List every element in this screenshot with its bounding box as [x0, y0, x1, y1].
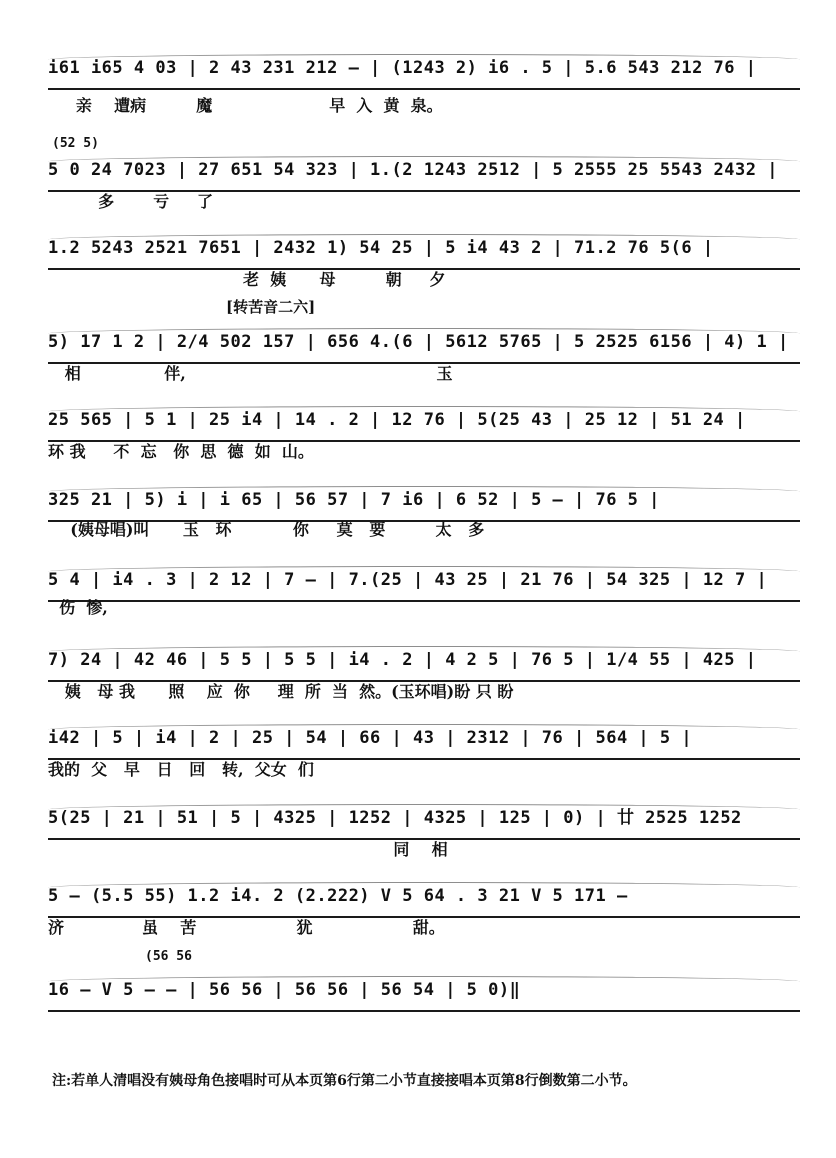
notation-line-2: 5 0 24 7023 | 27 651 54 323 | 1.(2 1243 2512 | 5 2555 25 5543 2432 |	[48, 150, 800, 192]
notation-line-4: 5) 17 1 2 | 2/4 502 157 | 656 4.(6 | 5612 5765 | 5 2525 6156 | 4) 1 |	[48, 322, 800, 364]
lyrics-line-8: 姨 母 我 照 应 你 理 所 当 然。(玉环唱)盼 只 盼	[48, 682, 514, 701]
notation-line-12: 16 — V 5 — — | 56 56 | 56 56 | 56 54 | 5 0)‖	[48, 970, 800, 1012]
notation-line-5: 25 565 | 5 1 | 25 i4 | 14 . 2 | 12 76 | 5(25 43 | 25 12 | 51 24 |	[48, 400, 800, 442]
notation-line-3: 1.2 5243 2521 7651 | 2432 1) 54 25 | 5 i4 43 2 | 71.2 76 5(6 |	[48, 228, 800, 270]
lyrics-line-6: (姨母唱)叫 玉 环 你 莫 要 太 多	[48, 520, 485, 539]
notation-line-9: i42 | 5 | i4 | 2 | 25 | 54 | 66 | 43 | 2312 | 76 | 564 | 5 |	[48, 718, 800, 760]
lyrics-line-7: 伤 惨,	[48, 598, 108, 617]
lyrics-line-3: 老 姨 母 朝 夕	[48, 270, 446, 289]
lyrics-line-1: 亲 遭病 魔 早 入 黄 泉。	[48, 96, 443, 115]
notation-line-11: 5 — (5.5 55) 1.2 i4. 2 (2.222) V 5 64 . 3 21 V 5 171 —	[48, 876, 800, 918]
lyrics-line-10: 同 相	[48, 840, 448, 859]
lyrics-line-2: 多 亏 了	[48, 192, 213, 211]
lyrics-line-9: 我的 父 早 日 回 转, 父女 们	[48, 760, 314, 779]
lyrics-line-11: 济 虽 苦 犹 甜。	[48, 918, 445, 937]
lyrics-line-4: 相 伴, 玉	[48, 364, 453, 383]
notation-line-6: 325 21 | 5) i | i 65 | 56 57 | 7 i6 | 6 52 | 5 — | 76 5 |	[48, 480, 800, 522]
lyrics-line-5: 环 我 不 忘 你 思 德 如 山。	[48, 442, 314, 461]
notation-line-8: 7) 24 | 42 46 | 5 5 | 5 5 | i4 . 2 | 4 2 5 | 76 5 | 1/4 55 | 425 |	[48, 640, 800, 682]
notation-prefix-line-12: (56 56	[145, 949, 192, 964]
section-label: [转苦音二六]	[226, 298, 316, 316]
notation-line-7: 5 4 | i4 . 3 | 2 12 | 7 — | 7.(25 | 43 25 | 21 76 | 54 325 | 12 7 |	[48, 560, 800, 602]
notation-prefix-line-2: (52 5)	[52, 136, 99, 151]
notation-line-10: 5(25 | 21 | 51 | 5 | 4325 | 1252 | 4325 | 125 | 0) | 廿 2525 1252	[48, 798, 800, 840]
footnote: 注:若单人清唱没有姨母角色接唱时可从本页第6行第二小节直接接唱本页第8行倒数第二小节。	[52, 1073, 637, 1089]
notation-line-1: i61 i65 4 03 | 2 43 231 212 — | (1243 2) i6 . 5 | 5.6 543 212 76 |	[48, 48, 800, 90]
